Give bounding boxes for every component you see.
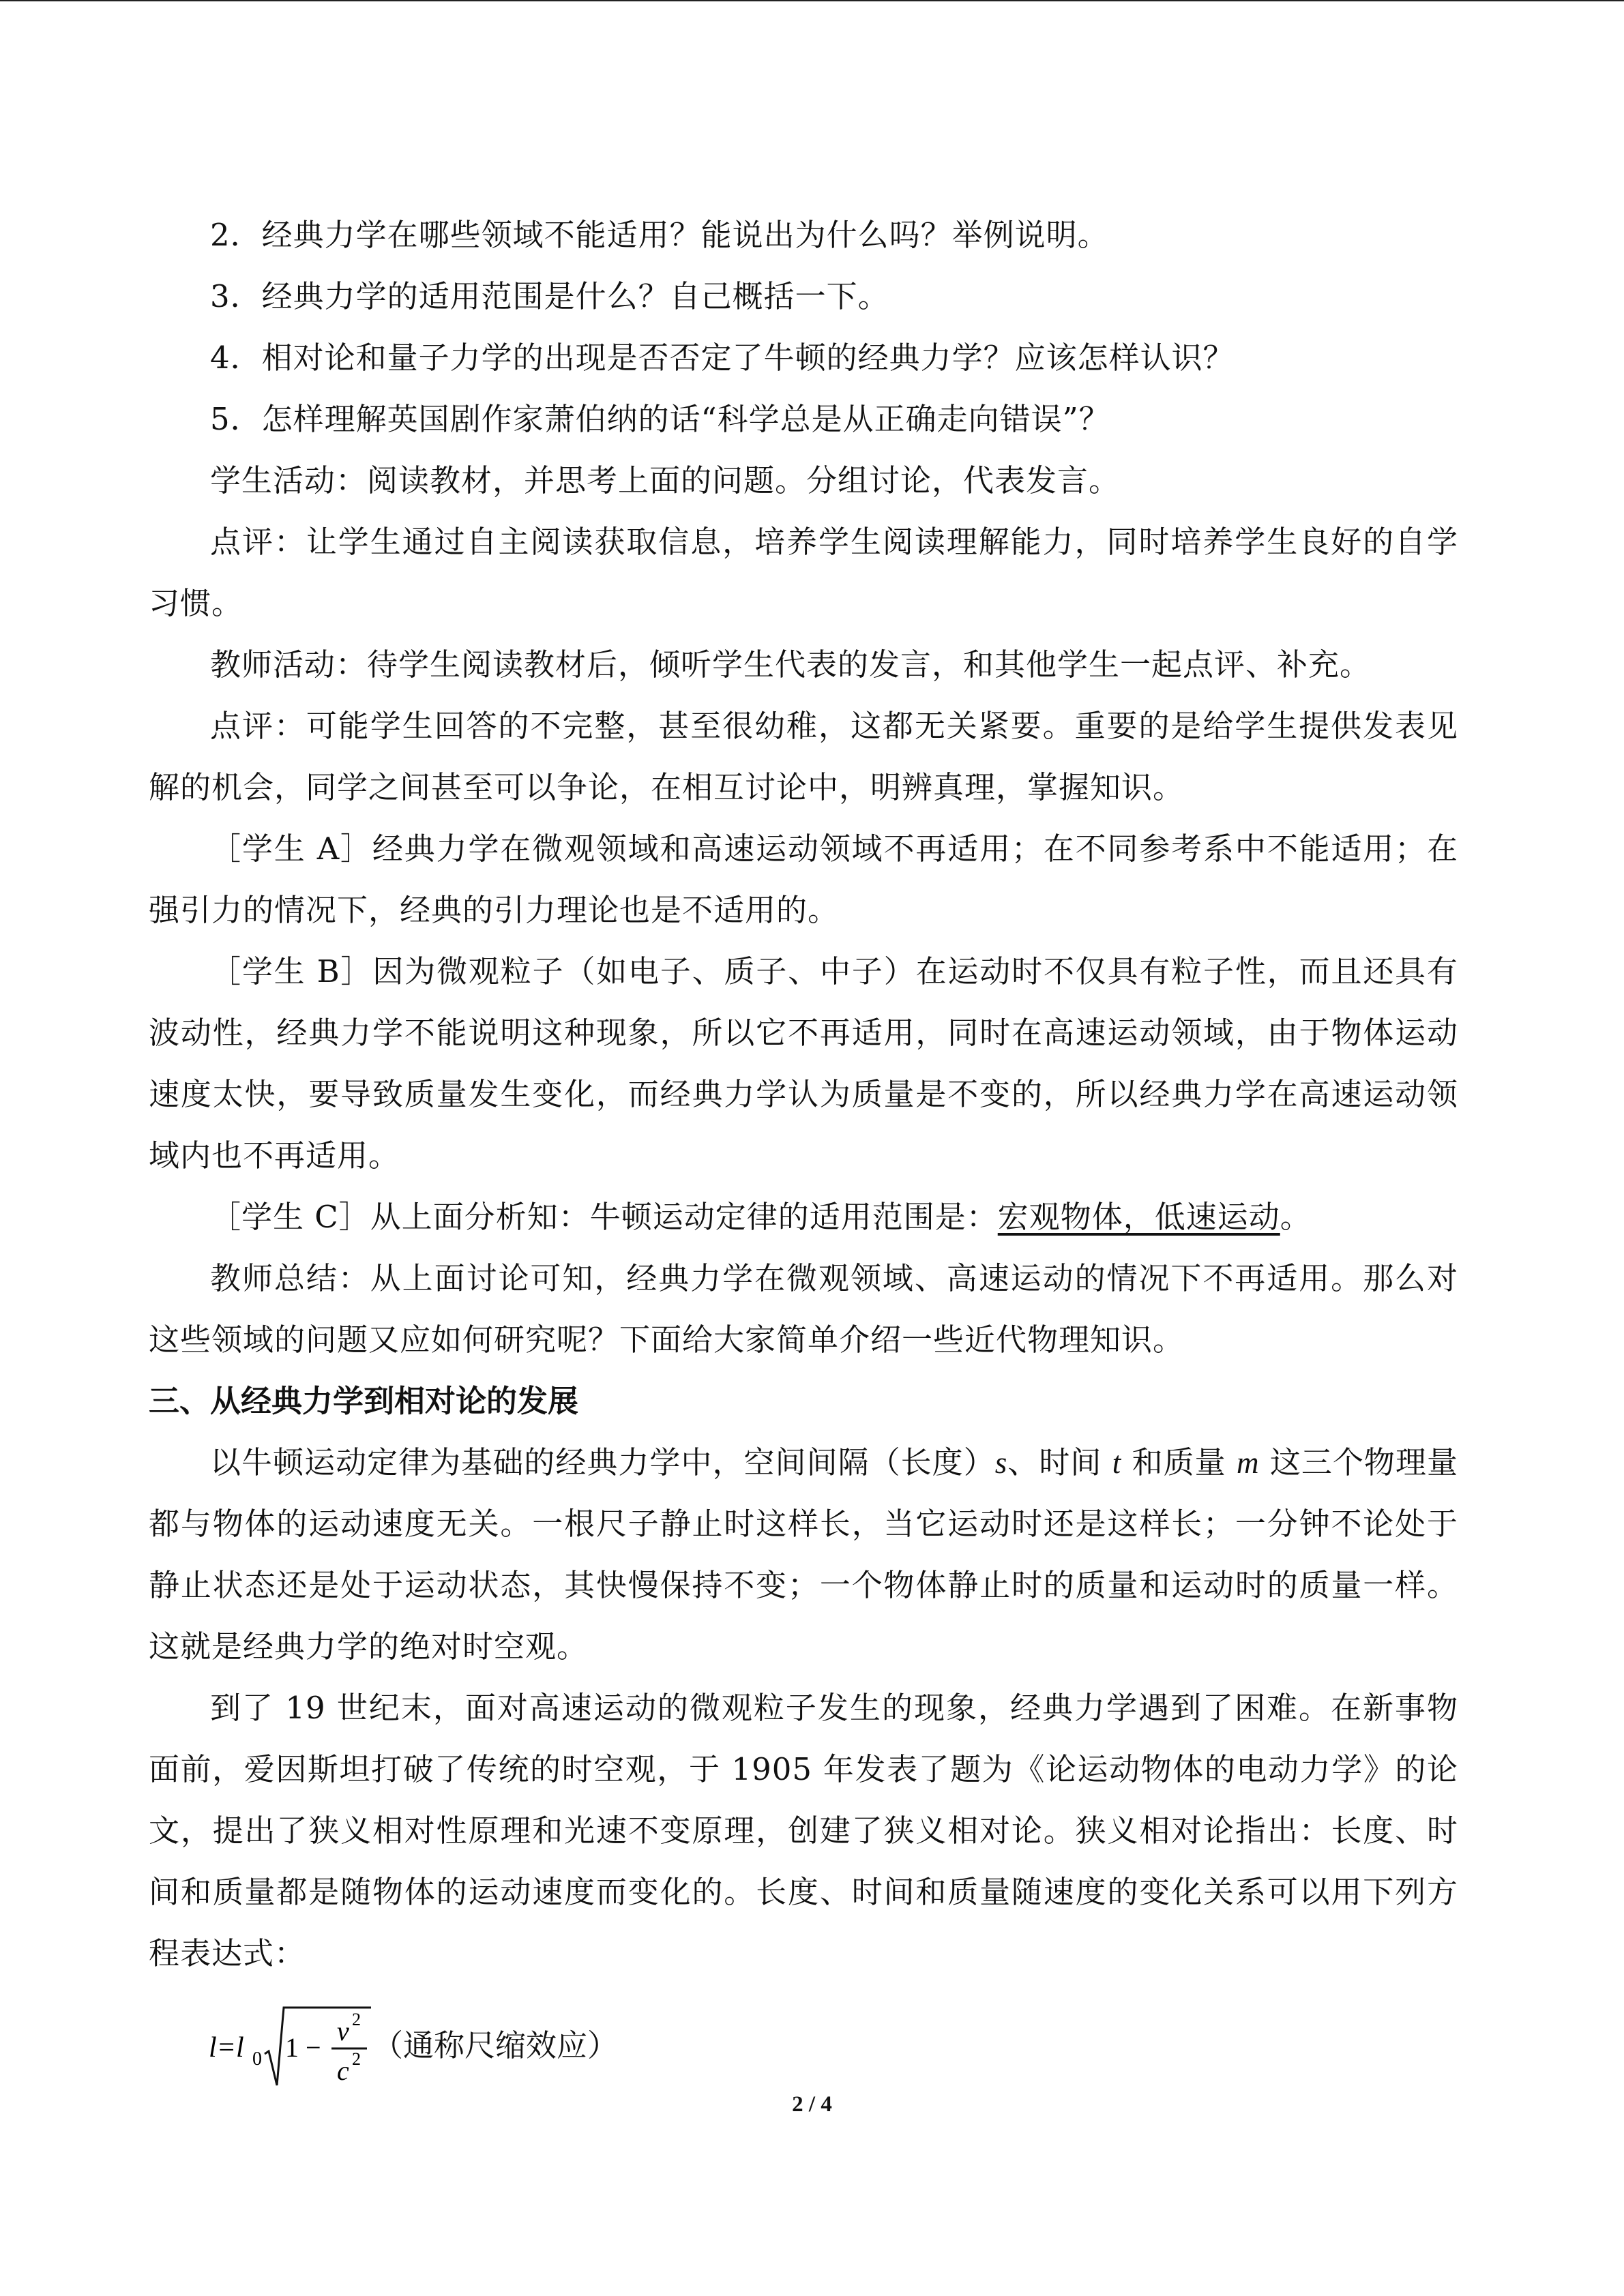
student-b-paragraph: ［学生 B］因为微观粒子（如电子、质子、中子）在运动时不仅具有粒子性，而且还具有波动性，经典力学不能说明这种现象，所以它不再适用，同时在高速运动领域，由于物体运动速度太快，要导致质量发生变化，而经典力学认为质量是不变的，所以经典力学在高速运动领域内也不再适用。 (149, 953, 1458, 1174)
formula-note: （通称尺缩效应） (372, 2027, 619, 2063)
formula-numerator-exponent: 2 (352, 2010, 361, 2029)
abs-text-1: 以牛顿运动定律为基础的经典力学中，空间间隔（长度） (210, 1444, 995, 1480)
formula-numerator: v (337, 2016, 349, 2046)
student-c-prefix: ［学生 C］从上面分析知：牛顿运动定律的适用范围是： (210, 1199, 998, 1235)
section-heading: 三、从经典力学到相对论的发展 (149, 1383, 579, 1419)
teacher-summary-paragraph: 教师总结：从上面讨论可知，经典力学在微观领域、高速运动的情况下不再适用。那么对这些领域的问题又应如何研究呢？下面给大家简单介绍一些近代物理知识。 (149, 1260, 1458, 1358)
question-3: 3．经典力学的适用范围是什么？自己概括一下。 (210, 278, 889, 314)
absolute-spacetime-paragraph (149, 1432, 1458, 1678)
question-2: 2．经典力学在哪些领域不能适用？能说出为什么吗？举例说明。 (210, 217, 1109, 253)
symbol-m: m (1237, 1446, 1260, 1480)
top-border-line (0, 0, 1624, 1)
symbol-t: t (1112, 1446, 1122, 1480)
formula-graphic (209, 1991, 372, 2100)
formula-lhs: l=l (209, 2032, 244, 2063)
length-contraction-formula (209, 1991, 372, 2100)
student-c-paragraph (149, 1187, 1458, 1248)
formula-denominator: c (337, 2055, 349, 2086)
comment-paragraph-1: 点评：让学生通过自主阅读获取信息，培养学生阅读理解能力，同时培养学生良好的自学习惯。 (149, 524, 1458, 621)
page-number: 2 / 4 (792, 2092, 832, 2117)
teacher-activity-paragraph: 教师活动：待学生阅读教材后，倾听学生代表的发言，和其他学生一起点评、补充。 (210, 646, 1372, 683)
symbol-s: s (994, 1446, 1008, 1480)
abs-text-4: 这三个物理量都与物体的运动速度无关。一根尺子静止时这样长，当它运动时还是这样长；一分钟不论处于静止状态还是处于运动状态，其快慢保持不变；一个物体静止时的质量和运动时的质量一样。这就是经典力学的绝对时空观。 (149, 1444, 1458, 1665)
abs-text-2: 、时间 (1007, 1444, 1112, 1480)
formula-subscript: 0 (252, 2048, 262, 2070)
question-5: 5．怎样理解英国剧作家萧伯纳的话“科学总是从正确走向错误”？ (210, 401, 1110, 437)
formula-denominator-exponent: 2 (352, 2049, 361, 2069)
abs-text-3: 和质量 (1121, 1444, 1237, 1480)
comment-paragraph-2: 点评：可能学生回答的不完整，甚至很幼稚，这都无关紧要。重要的是给学生提供发表见解的机会，同学之间甚至可以争论，在相互讨论中，明辨真理，掌握知识。 (149, 708, 1458, 805)
question-4: 4．相对论和量子力学的出现是否否定了牛顿的经典力学？应该怎样认识？ (210, 340, 1235, 376)
student-c-suffix: 。 (1280, 1199, 1312, 1235)
student-c-underlined-answer: 宏观物体，低速运动 (997, 1199, 1280, 1235)
relativity-paragraph: 到了 19 世纪末，面对高速运动的微观粒子发生的现象，经典力学遇到了困难。在新事物面前，爱因斯坦打破了传统的时空观，于 1905 年发表了题为《论运动物体的电动力学》的论文，提出了狭义相对性原理和光速不变原理，创建了狭义相对论。狭义相对论指出：长度、时间和质量都是随物体的运动速度而变化的。长度、时间和质量随速度的变化关系可以用下列方程表达式： (149, 1690, 1458, 1971)
document-body (149, 205, 1458, 2100)
length-contraction-formula-row (149, 1991, 1458, 2100)
student-a-paragraph: ［学生 A］经典力学在微观领域和高速运动领域不再适用；在不同参考系中不能适用；在强引力的情况下，经典的引力理论也是不适用的。 (149, 831, 1458, 928)
formula-one-minus: 1 − (285, 2032, 321, 2063)
student-activity-paragraph: 学生活动：阅读教材，并思考上面的问题。分组讨论，代表发言。 (210, 462, 1121, 498)
